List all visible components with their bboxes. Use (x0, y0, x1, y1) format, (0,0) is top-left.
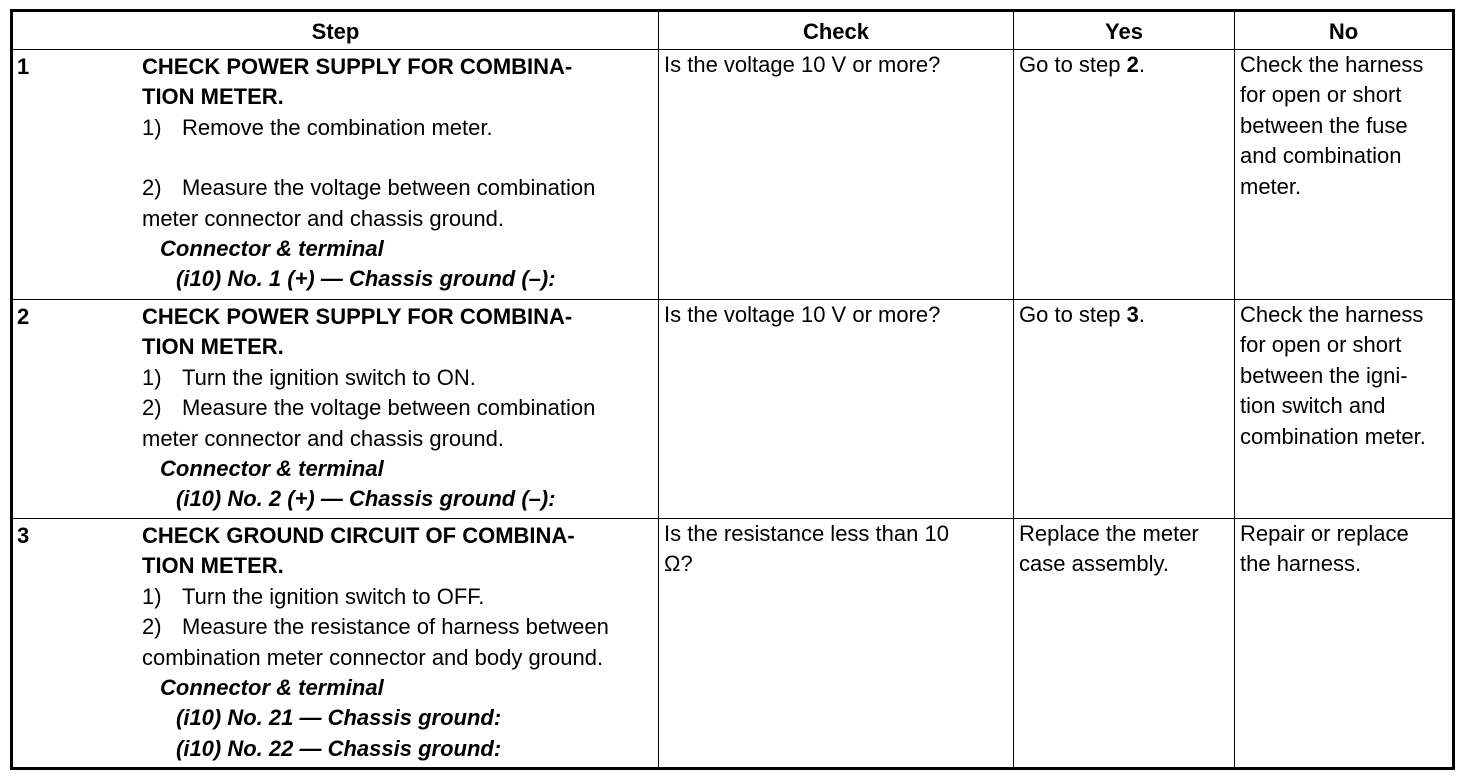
check-cell: Is the resistance less than 10 Ω? (659, 519, 1014, 769)
step-cell (12, 50, 659, 300)
step-body (142, 50, 653, 297)
step-reference: 2 (1126, 52, 1139, 77)
diagnostic-table (10, 9, 1455, 770)
step-body (142, 519, 653, 766)
step-title: CHECK POWER SUPPLY FOR COMBINA- TION METER. (142, 54, 573, 110)
connector-label: Connector & terminal (160, 456, 384, 482)
instruction-1: 1) Remove the combination meter. (142, 114, 493, 140)
step-reference: 3 (1126, 302, 1139, 327)
table-row (12, 519, 1454, 769)
step-number: 3 (17, 523, 30, 548)
instruction-1: 1) Turn the ignition switch to OFF. (142, 583, 485, 609)
step-title: CHECK POWER SUPPLY FOR COMBINA- TION METER. (142, 304, 573, 360)
step-cell (12, 300, 659, 519)
step-number: 2 (17, 304, 30, 329)
no-cell: Check the harness for open or short between the fuse and combination meter. (1235, 50, 1454, 300)
header-step: Step (12, 11, 659, 50)
yes-cell: Go to step 2. (1014, 50, 1235, 300)
header-check: Check (659, 11, 1014, 50)
table-row (12, 300, 1454, 519)
check-cell: Is the voltage 10 V or more? (659, 50, 1014, 300)
step-title: CHECK GROUND CIRCUIT OF COMBINA- TION METER. (142, 523, 575, 579)
connector-value: (i10) No. 22 — Chassis ground: (176, 735, 502, 761)
step-number: 1 (17, 54, 30, 79)
diagnostic-page (10, 9, 1455, 770)
yes-cell: Go to step 3. (1014, 300, 1235, 519)
table-header-row (12, 11, 1454, 50)
instruction-2: 2) Measure the resistance of harness between combination meter connector and body ground. (142, 614, 609, 670)
connector-label: Connector & terminal (160, 675, 384, 701)
instruction-2: 2) Measure the voltage between combination meter connector and chassis ground. (142, 395, 596, 451)
table-row (12, 50, 1454, 300)
header-no: No (1235, 11, 1454, 50)
connector-label: Connector & terminal (160, 236, 384, 262)
check-cell: Is the voltage 10 V or more? (659, 300, 1014, 519)
yes-cell: Replace the meter case assembly. (1014, 519, 1235, 769)
no-cell: Repair or replace the harness. (1235, 519, 1454, 769)
connector-value: (i10) No. 21 — Chassis ground: (176, 705, 502, 731)
step-body (142, 300, 653, 517)
connector-value: (i10) No. 1 (+) — Chassis ground (–): (176, 266, 556, 292)
connector-value: (i10) No. 2 (+) — Chassis ground (–): (176, 486, 556, 512)
header-yes: Yes (1014, 11, 1235, 50)
no-cell: Check the harness for open or short between the igni- tion switch and combination meter. (1235, 300, 1454, 519)
instruction-2: 2) Measure the voltage between combination meter connector and chassis ground. (142, 175, 596, 231)
step-cell (12, 519, 659, 769)
instruction-1: 1) Turn the ignition switch to ON. (142, 364, 476, 390)
